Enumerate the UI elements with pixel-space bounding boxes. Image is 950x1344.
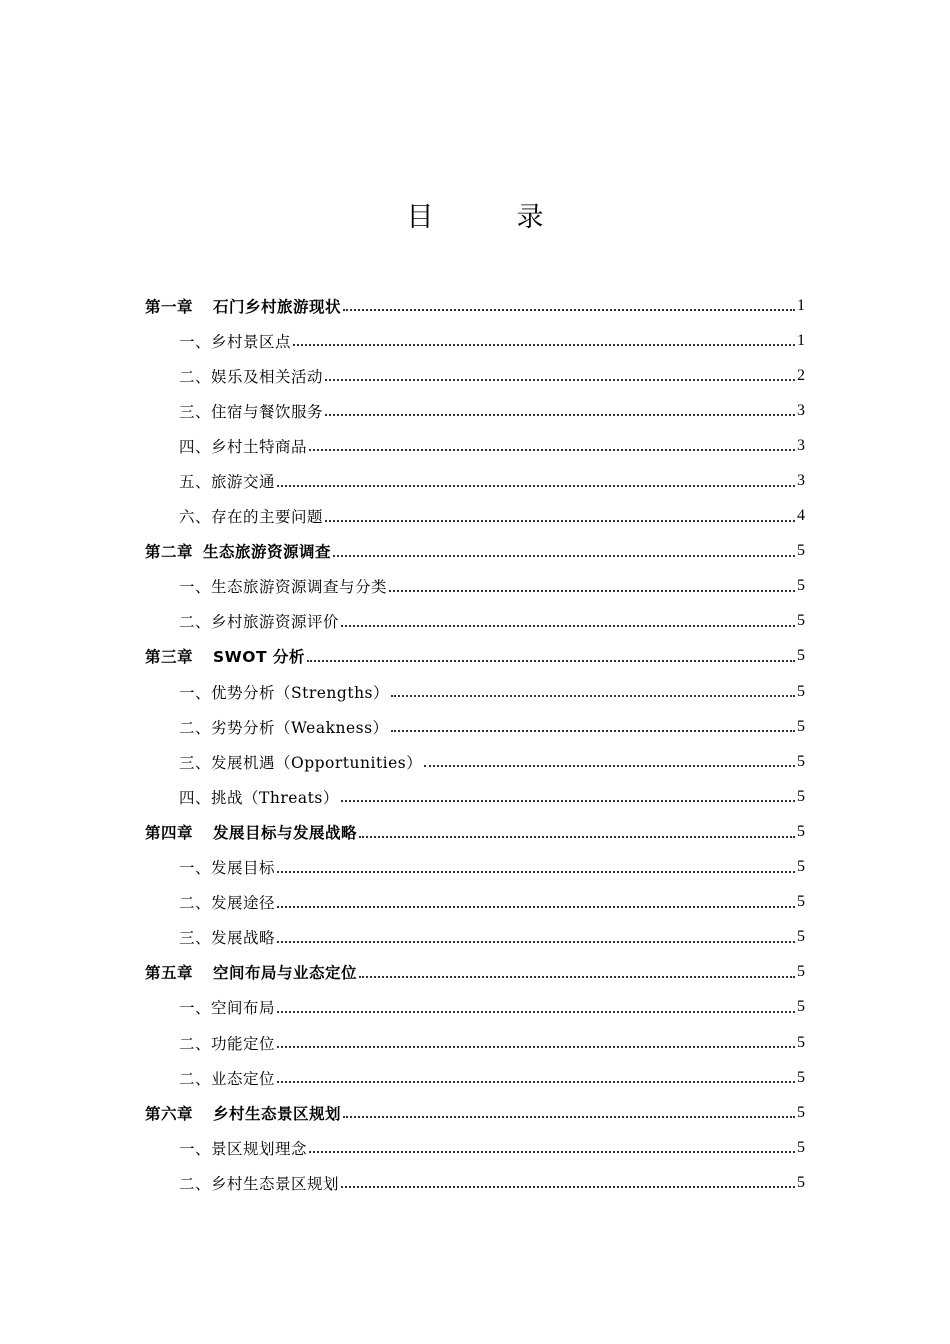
page-title: 目 录: [406, 202, 572, 233]
toc-entry-title: 乡村生态景区规划: [213, 1104, 342, 1123]
toc-section-entry[interactable]: [145, 779, 805, 814]
toc-page-number: 5: [797, 928, 805, 946]
toc-dot-leader: [359, 835, 795, 838]
toc-entry-title: 石门乡村旅游现状: [213, 297, 342, 316]
toc-chapter-number: 第五章: [145, 964, 194, 983]
toc-page-number: 1: [797, 296, 805, 314]
toc-dot-leader: [359, 975, 795, 978]
toc-section-entry[interactable]: [145, 1025, 805, 1060]
toc-section-entry[interactable]: [145, 463, 805, 498]
toc-chapter-number: 第三章: [145, 648, 194, 667]
toc-chapter-entry[interactable]: [145, 1095, 805, 1130]
toc-section-entry[interactable]: [145, 850, 805, 885]
toc-entry-title: 空间布局与业态定位: [213, 964, 358, 983]
toc-dot-leader: [391, 729, 795, 732]
toc-dot-leader: [277, 905, 795, 908]
toc-entry-title: 一、景区规划理念: [179, 1139, 308, 1158]
toc-page-number: 5: [797, 577, 805, 595]
toc-dot-leader: [309, 1150, 795, 1153]
toc-page-number: 1: [797, 331, 805, 349]
toc-entry-title: 二、功能定位: [179, 1034, 276, 1053]
toc-section-entry[interactable]: [145, 569, 805, 604]
toc-dot-leader: [309, 448, 795, 451]
toc-section-entry[interactable]: [145, 393, 805, 428]
toc-page-number: 5: [797, 893, 805, 911]
toc-page-number: 3: [797, 401, 805, 419]
toc-entry-title: 发展目标与发展战略: [213, 823, 358, 842]
toc-page-number: 5: [797, 612, 805, 630]
toc-page-number: 5: [797, 682, 805, 700]
toc-page-number: 2: [797, 366, 805, 384]
toc-chapter-number: 第四章: [145, 823, 194, 842]
toc-page-number: 5: [797, 963, 805, 981]
toc-page-number: 5: [797, 1173, 805, 1191]
toc-chapter-entry[interactable]: [145, 534, 805, 569]
toc-page-number: 5: [797, 822, 805, 840]
toc-dot-leader: [325, 519, 795, 522]
toc-section-entry[interactable]: [145, 990, 805, 1025]
toc-entry-title: 二、业态定位: [179, 1069, 276, 1088]
toc-entry-title: 六、存在的主要问题: [179, 508, 324, 527]
toc-page-number: 5: [797, 1103, 805, 1121]
toc-page-number: 5: [797, 998, 805, 1016]
toc-section-entry[interactable]: [145, 499, 805, 534]
toc-entry-title: 二、乡村旅游资源评价: [179, 613, 340, 632]
toc-chapter-number: 第六章: [145, 1104, 194, 1123]
toc-page-number: 5: [797, 752, 805, 770]
toc-dot-leader: [277, 1010, 795, 1013]
toc-entry-title: 一、生态旅游资源调查与分类: [179, 578, 388, 597]
toc-page-number: 4: [797, 507, 805, 525]
toc-entry-title: 三、住宿与餐饮服务: [179, 402, 324, 421]
toc-page-number: 3: [797, 436, 805, 454]
toc-chapter-number: 第二章: [145, 543, 194, 562]
toc-dot-leader: [333, 554, 795, 557]
toc-dot-leader: [341, 799, 795, 802]
toc-entry-title: 一、优势分析（Strengths）: [179, 683, 390, 702]
toc-dot-leader: [293, 343, 795, 346]
toc-chapter-entry[interactable]: [145, 814, 805, 849]
toc-entry-title: 一、发展目标: [179, 859, 276, 878]
toc-entry-title: 一、乡村景区点: [179, 332, 292, 351]
toc-section-entry[interactable]: [145, 744, 805, 779]
toc-entry-title: 生态旅游资源调查: [203, 543, 332, 562]
toc-dot-leader: [325, 378, 795, 381]
toc-page-number: 5: [797, 717, 805, 735]
toc-dot-leader: [277, 1045, 795, 1048]
toc-chapter-number: 第一章: [145, 297, 194, 316]
toc-entry-title: SWOT 分析: [213, 648, 305, 667]
toc-page-number: 5: [797, 647, 805, 665]
toc-entry-title: 二、乡村生态景区规划: [179, 1174, 340, 1193]
toc-dot-leader: [277, 484, 795, 487]
toc-page-number: 5: [797, 542, 805, 560]
toc-dot-leader: [391, 694, 795, 697]
toc-dot-leader: [341, 1185, 795, 1188]
toc-entry-title: 一、空间布局: [179, 999, 276, 1018]
toc-entry-title: 五、旅游交通: [179, 473, 276, 492]
toc-dot-leader: [343, 1115, 795, 1118]
toc-section-entry[interactable]: [145, 885, 805, 920]
toc-page-number: 5: [797, 1068, 805, 1086]
toc-section-entry[interactable]: [145, 674, 805, 709]
toc-dot-leader: [277, 1080, 795, 1083]
toc-entry-title: 四、乡村土特商品: [179, 437, 308, 456]
toc-page-number: 5: [797, 858, 805, 876]
toc-section-entry[interactable]: [145, 1060, 805, 1095]
toc-entry-title: 二、劣势分析（Weakness）: [179, 718, 389, 737]
toc-chapter-entry[interactable]: [145, 639, 805, 674]
toc-dot-leader: [343, 308, 795, 311]
toc-dot-leader: [307, 659, 795, 662]
toc-section-entry[interactable]: [145, 1165, 805, 1200]
toc-entry-title: 三、发展战略: [179, 929, 276, 948]
toc-dot-leader: [277, 870, 795, 873]
toc-section-entry[interactable]: [145, 709, 805, 744]
toc-section-entry[interactable]: [145, 604, 805, 639]
toc-chapter-entry[interactable]: [145, 288, 805, 323]
toc-page-number: 5: [797, 787, 805, 805]
toc-entry-title: 三、发展机遇（Opportunities）: [179, 753, 423, 772]
toc-dot-leader: [325, 413, 795, 416]
toc-page-number: 3: [797, 472, 805, 490]
toc-chapter-entry[interactable]: [145, 955, 805, 990]
toc-dot-leader: [389, 589, 795, 592]
table-of-contents: [145, 288, 805, 1200]
toc-section-entry[interactable]: [145, 428, 805, 463]
toc-dot-leader: [277, 940, 795, 943]
toc-dot-leader: [424, 764, 795, 767]
toc-section-entry[interactable]: [145, 358, 805, 393]
toc-page-number: 5: [797, 1138, 805, 1156]
toc-entry-title: 二、发展途径: [179, 894, 276, 913]
toc-entry-title: 四、挑战（Threats）: [179, 788, 339, 807]
toc-page-number: 5: [797, 1033, 805, 1051]
toc-section-entry[interactable]: [145, 323, 805, 358]
toc-entry-title: 二、娱乐及相关活动: [179, 367, 324, 386]
toc-section-entry[interactable]: [145, 1130, 805, 1165]
toc-section-entry[interactable]: [145, 920, 805, 955]
toc-dot-leader: [341, 624, 795, 627]
